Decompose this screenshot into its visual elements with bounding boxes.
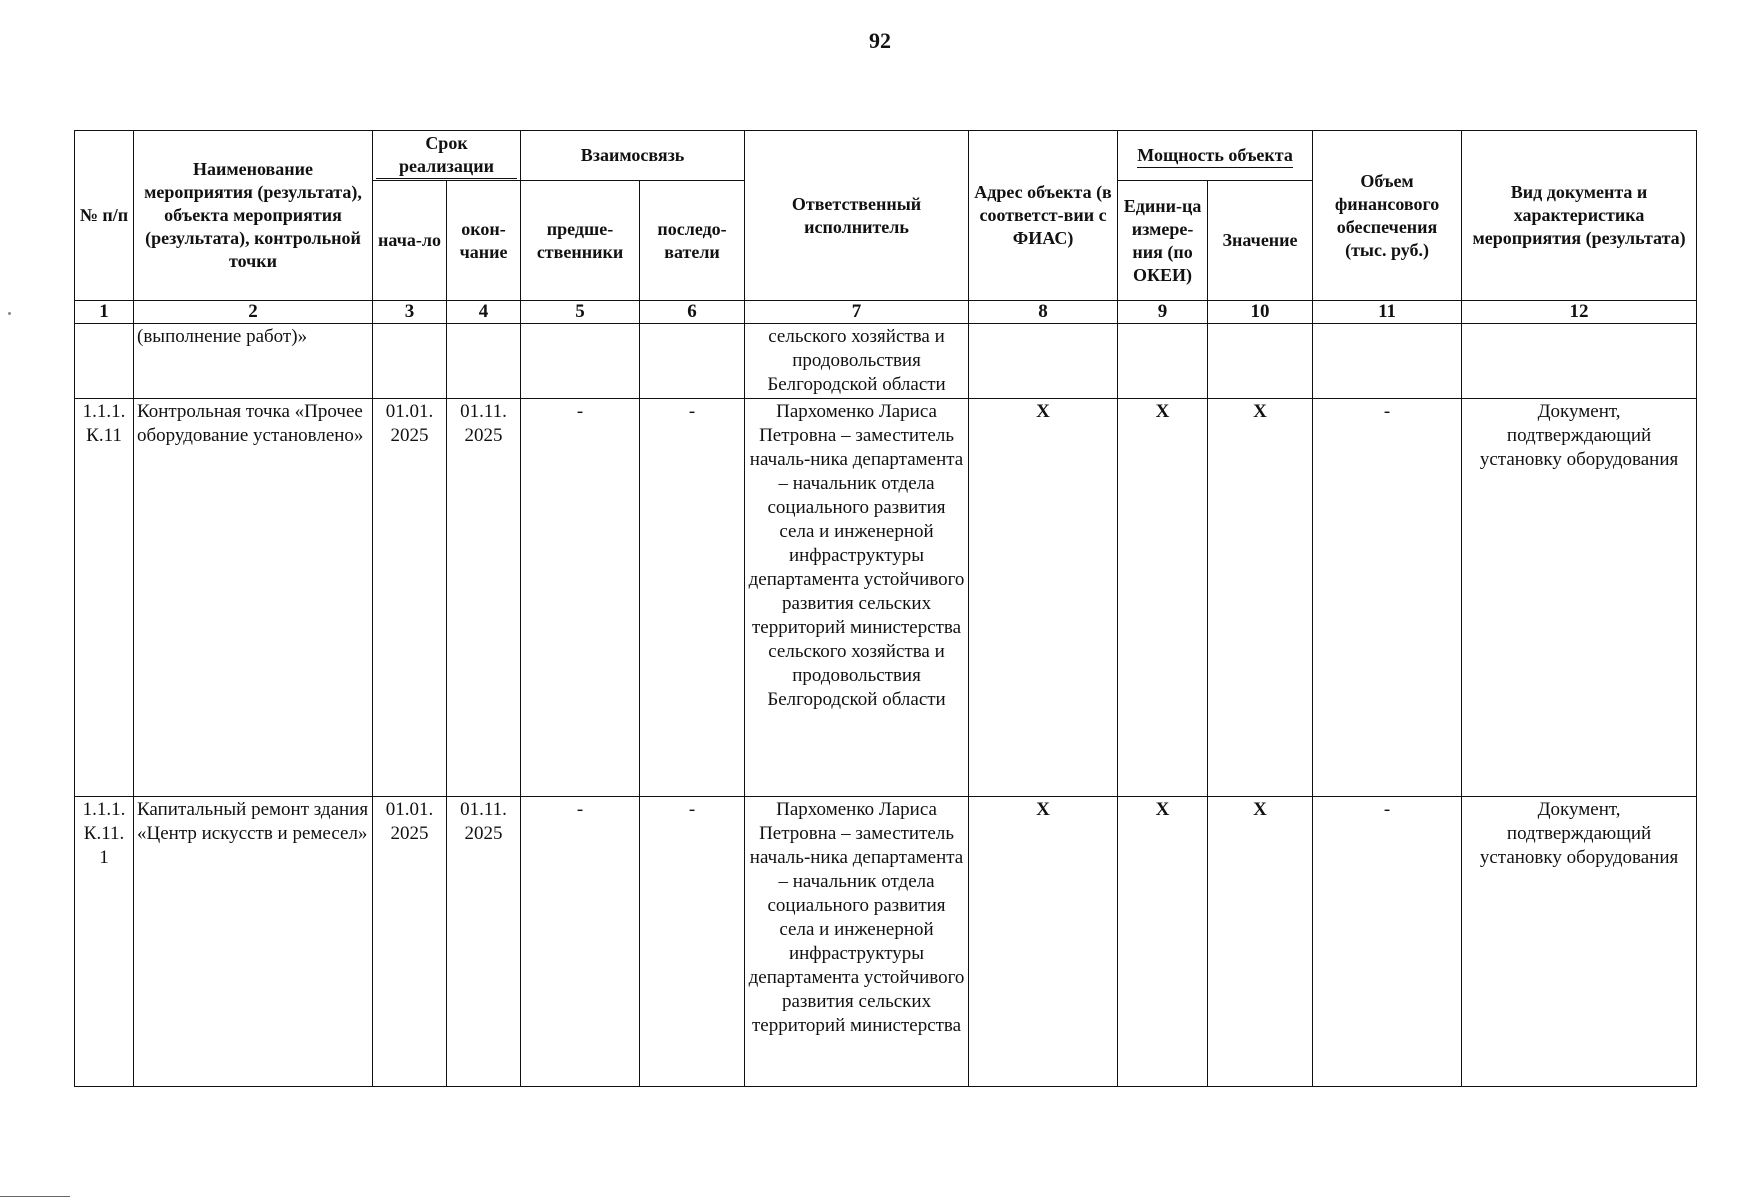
row-successors [640, 324, 745, 399]
column-number: 10 [1208, 301, 1313, 324]
header-group-capacity [1118, 131, 1313, 181]
column-number: 8 [969, 301, 1118, 324]
header-name: Наименование мероприятия (результата), объекта мероприятия (результата), контрольной точки [134, 131, 373, 301]
row-number: 1.1.1. К.11 [75, 399, 134, 797]
row-financing: - [1313, 399, 1462, 797]
header-responsible: Ответственный исполнитель [745, 131, 969, 301]
row-address: Х [969, 797, 1118, 1087]
row-address [969, 324, 1118, 399]
column-number: 4 [447, 301, 521, 324]
column-number: 12 [1462, 301, 1697, 324]
header-group-period-label: Срок реализации [376, 132, 517, 179]
row-end: 01.11. 2025 [447, 399, 521, 797]
activities-table [74, 130, 1697, 1087]
row-start [373, 324, 447, 399]
row-address: Х [969, 399, 1118, 797]
row-financing [1313, 324, 1462, 399]
header-end: окон-чание [447, 181, 521, 301]
row-number: 1.1.1. К.11. 1 [75, 797, 134, 1087]
header-unit: Едини-ца измере-ния (по ОКЕИ) [1118, 181, 1208, 301]
row-start: 01.01. 2025 [373, 797, 447, 1087]
table-row [75, 324, 1697, 399]
scan-speck [8, 312, 11, 315]
column-numbers-row [75, 301, 1697, 324]
row-name: Контрольная точка «Прочее оборудование установлено» [134, 399, 373, 797]
row-responsible: Пархоменко Лариса Петровна – заместитель началь-ника департамента – начальник отдела социального развития села и инженерной инфраструктуры департамента устойчивого развития сельских территорий министерства [745, 797, 969, 1087]
column-number: 3 [373, 301, 447, 324]
row-document: Документ, подтверждающий установку оборудования [1462, 399, 1697, 797]
page-number: 92 [869, 28, 891, 53]
row-value: Х [1208, 797, 1313, 1087]
row-end: 01.11. 2025 [447, 797, 521, 1087]
bottom-edge-line [0, 1196, 70, 1197]
row-successors: - [640, 399, 745, 797]
row-name: (выполнение работ)» [134, 324, 373, 399]
column-number: 9 [1118, 301, 1208, 324]
row-unit: Х [1118, 399, 1208, 797]
row-start: 01.01. 2025 [373, 399, 447, 797]
table-row [75, 399, 1697, 797]
column-number: 2 [134, 301, 373, 324]
header-predecessors: предше-ственники [521, 181, 640, 301]
header-successors: последо-ватели [640, 181, 745, 301]
header-group-capacity-label: Мощность объекта [1137, 144, 1293, 168]
header-value: Значение [1208, 181, 1313, 301]
row-value: Х [1208, 399, 1313, 797]
header-financing: Объем финансового обеспечения (тыс. руб.) [1313, 131, 1462, 301]
column-number: 1 [75, 301, 134, 324]
header-document: Вид документа и характеристика мероприятия (результата) [1462, 131, 1697, 301]
row-predecessors: - [521, 399, 640, 797]
row-name: Капитальный ремонт здания «Центр искусств и ремесел» [134, 797, 373, 1087]
header-group-period [373, 131, 521, 181]
column-number: 6 [640, 301, 745, 324]
row-responsible: Пархоменко Лариса Петровна – заместитель началь-ника департамента – начальник отдела социального развития села и инженерной инфраструктуры департамента устойчивого развития сельских территорий министерства сельского хозяйства и продовольствия Белгородской области [745, 399, 969, 797]
row-document: Документ, подтверждающий установку оборудования [1462, 797, 1697, 1087]
row-predecessors [521, 324, 640, 399]
row-unit [1118, 324, 1208, 399]
row-successors: - [640, 797, 745, 1087]
row-responsible: сельского хозяйства и продовольствия Белгородской области [745, 324, 969, 399]
row-predecessors: - [521, 797, 640, 1087]
column-number: 7 [745, 301, 969, 324]
header-address: Адрес объекта (в соответст-вии с ФИАС) [969, 131, 1118, 301]
row-number [75, 324, 134, 399]
header-group-relation: Взаимосвязь [521, 131, 745, 181]
table-row [75, 797, 1697, 1087]
column-number: 5 [521, 301, 640, 324]
row-document [1462, 324, 1697, 399]
header-start: нача-ло [373, 181, 447, 301]
row-end [447, 324, 521, 399]
column-number: 11 [1313, 301, 1462, 324]
row-value [1208, 324, 1313, 399]
header-number: № п/п [75, 131, 134, 301]
row-financing: - [1313, 797, 1462, 1087]
row-unit: Х [1118, 797, 1208, 1087]
